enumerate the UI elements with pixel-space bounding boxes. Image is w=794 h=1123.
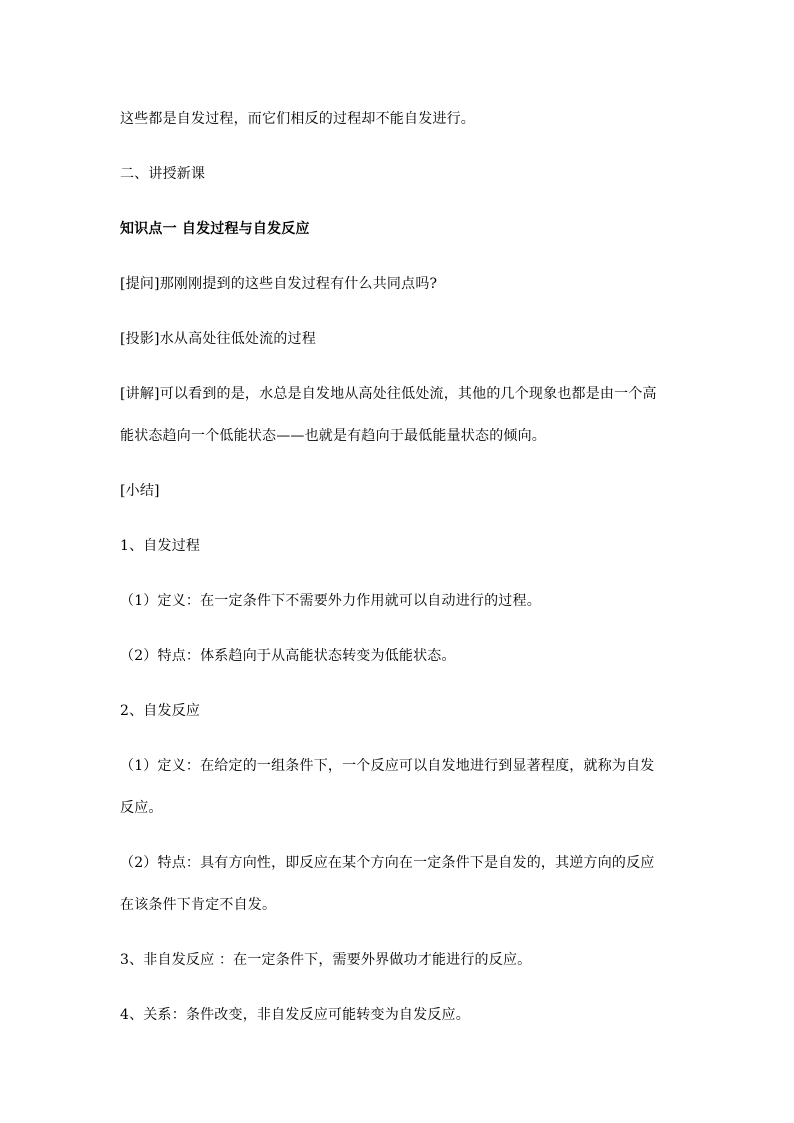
- explanation-line-1: [讲解]可以看到的是，水总是自发地从高处往低处流，其他的几个现象也都是由一个高: [120, 386, 657, 402]
- item1-feature: （2）特点：体系趋向于从高能状态转变为低能状态。: [120, 648, 456, 664]
- item4-line: 4、关系：条件改变，非自发反应可能转变为自发反应。: [120, 1007, 470, 1023]
- section-heading: 二、讲授新课: [120, 166, 206, 182]
- item1-heading: 1、自发过程: [120, 538, 201, 554]
- intro-line: 这些都是自发过程，而它们相反的过程却不能自发进行。: [120, 111, 475, 127]
- item3-line: 3、非自发反应 ：在一定条件下，需要外界做功才能进行的反应。: [120, 952, 532, 968]
- item2-definition-line-1: （1）定义：在给定的一组条件下，一个反应可以自发地进行到显著程度，就称为自发: [120, 758, 655, 774]
- item2-feature-line-1: （2）特点：具有方向性，即反应在某个方向在一定条件下是自发的，其逆方向的反应: [120, 855, 655, 871]
- summary-label: [小结]: [120, 483, 160, 499]
- explanation-line-2: 能状态趋向一个低能状态——也就是有趋向于最低能量状态的倾向。: [120, 428, 546, 444]
- projection-line: [投影]水从高处往低处流的过程: [120, 331, 316, 347]
- item2-heading: 2、自发反应: [120, 703, 201, 719]
- item1-definition: （1）定义：在一定条件下不需要外力作用就可以自动进行的过程。: [120, 593, 541, 609]
- item2-feature-line-2: 在该条件下肯定不自发。: [120, 897, 277, 913]
- item2-definition-line-2: 反应。: [120, 800, 163, 816]
- knowledge-point-title: 知识点一 自发过程与自发反应: [120, 221, 310, 237]
- question-line: [提问]那刚刚提到的这些自发过程有什么共同点吗?: [120, 276, 438, 292]
